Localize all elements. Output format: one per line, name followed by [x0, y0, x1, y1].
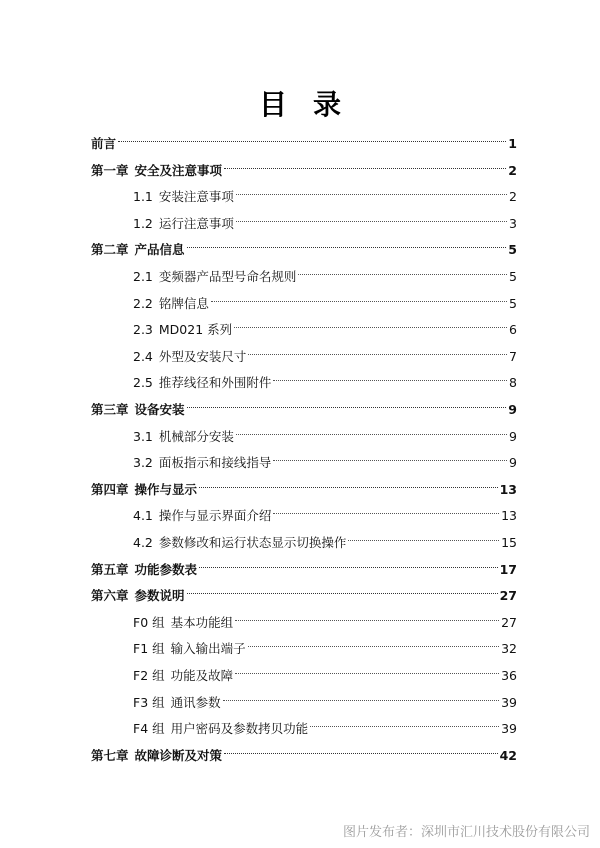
toc-entry-page: 1: [508, 136, 517, 151]
toc-entry-label: [133, 347, 248, 367]
toc-entry-title: 通讯参数: [170, 694, 221, 710]
toc-entry-label: [133, 294, 211, 314]
toc-entry-page: 27: [499, 588, 517, 604]
toc-entry-page: 5: [509, 269, 517, 284]
toc-entry-label: [91, 560, 199, 580]
toc-entry-label: [133, 639, 248, 659]
toc-entry[interactable]: [133, 180, 517, 205]
toc-entry-title: 机械部分安装: [158, 428, 234, 444]
toc-entry-number: 2.4: [133, 348, 153, 364]
toc-entry-title: 推荐线径和外围附件: [158, 375, 272, 391]
toc-entry-label: [91, 161, 224, 181]
toc-entry-number: 第五章: [91, 561, 129, 577]
toc-entry-title: 铭牌信息: [158, 295, 209, 311]
toc-dot-leader: [118, 121, 506, 142]
toc-dot-leader: [235, 653, 499, 674]
toc-entry[interactable]: [133, 260, 517, 284]
toc-entry[interactable]: [133, 313, 517, 338]
toc-entry[interactable]: [133, 712, 517, 737]
toc-dot-leader: [273, 440, 507, 461]
toc-entry-title: 输入输出端子: [170, 641, 246, 657]
toc-dot-leader: [211, 281, 507, 302]
toc-dot-leader: [187, 227, 507, 248]
toc-entry-label: [133, 613, 235, 633]
toc-entry-page: 36: [501, 668, 517, 683]
toc-dot-leader: [187, 573, 498, 594]
toc-dot-leader: [298, 254, 507, 275]
toc-entry-number: F3 组: [133, 694, 165, 710]
toc-dot-leader: [199, 467, 498, 488]
toc-dot-leader: [234, 307, 507, 328]
toc-entry-label: [133, 693, 223, 713]
toc-entry[interactable]: [91, 579, 517, 604]
toc-entry-label: [133, 666, 235, 686]
toc-entry[interactable]: [91, 739, 517, 763]
toc-entry[interactable]: [91, 233, 517, 258]
toc-entry-page: 13: [501, 508, 517, 524]
toc-entry-title: 变频器产品型号命名规则: [158, 269, 297, 284]
toc-entry-page: 7: [509, 348, 517, 364]
toc-entry-label: [133, 427, 236, 447]
toc-entry[interactable]: [91, 553, 517, 577]
toc-entry-page: 13: [499, 481, 517, 497]
toc-entry-title: 运行注意事项: [158, 215, 234, 231]
toc-entry-title: 安装注意事项: [158, 189, 234, 205]
toc-dot-leader: [223, 680, 499, 701]
toc-entry[interactable]: [133, 446, 517, 471]
toc-entry-title: 用户密码及参数拷贝功能: [170, 721, 309, 737]
toc-entry-number: 第三章: [91, 402, 129, 417]
toc-entry-title: MD021 系列: [158, 322, 233, 338]
toc-entry-title: 操作与显示: [134, 481, 198, 497]
toc-entry-title: 参数说明: [134, 588, 185, 604]
toc-entry-page: 27: [501, 614, 517, 630]
toc-entry-page: 39: [501, 721, 517, 737]
toc-entry-number: 3.2: [133, 455, 153, 471]
toc-entry[interactable]: [91, 393, 517, 417]
toc-dot-leader: [187, 387, 507, 408]
toc-entry-page: 6: [509, 322, 517, 338]
toc-entry-page: 3: [509, 215, 517, 231]
toc-entry-number: 4.2: [133, 535, 153, 550]
toc-dot-leader: [273, 493, 499, 514]
toc-entry-title: 功能及故障: [170, 668, 234, 683]
toc-entry-number: F0 组: [133, 614, 165, 630]
toc-dot-leader: [248, 334, 507, 355]
toc-entry-title: 故障诊断及对策: [134, 747, 223, 763]
toc-entry-page: 9: [508, 402, 517, 417]
toc-entry-number: 第六章: [91, 588, 129, 604]
toc-entry-number: 第四章: [91, 481, 129, 497]
toc-entry-page: 8: [509, 375, 517, 391]
toc-entry-page: 42: [499, 747, 517, 763]
toc-entry-title: 设备安装: [134, 402, 185, 417]
toc-entry-number: 2.1: [133, 269, 153, 284]
toc-dot-leader: [236, 201, 507, 222]
toc-entry[interactable]: [133, 659, 517, 683]
toc-entry[interactable]: [133, 606, 517, 630]
toc-entry[interactable]: [133, 686, 517, 710]
toc-entry-label: [91, 400, 187, 420]
toc-entry-title: 操作与显示界面介绍: [158, 508, 272, 524]
toc-entry-page: 17: [499, 561, 517, 577]
toc-entry-page: 5: [508, 242, 517, 258]
publisher-credit: 图片发布者：深圳市汇川技术股份有限公司: [342, 825, 590, 840]
toc-entry[interactable]: [133, 340, 517, 364]
toc-entry[interactable]: [91, 127, 517, 151]
toc-entry-label: [91, 746, 224, 766]
toc-entry-title: 基本功能组: [170, 614, 234, 630]
toc-entry-number: 1.2: [133, 215, 153, 231]
toc-entry-number: 第一章: [91, 162, 129, 178]
toc-entry-title: 外型及安装尺寸: [158, 348, 247, 364]
toc-entry-label: [133, 187, 236, 207]
toc-entry[interactable]: [91, 154, 517, 178]
toc-entry-number: 2.2: [133, 295, 153, 311]
toc-entry-label: [91, 586, 187, 606]
toc-entry-page: 5: [509, 295, 517, 311]
toc-entry-page: 2: [508, 162, 517, 178]
toc-entry[interactable]: [133, 632, 517, 657]
toc-entry-title: 参数修改和运行状态显示切换操作: [158, 535, 347, 550]
toc-entry-title: 功能参数表: [134, 561, 198, 577]
toc-entry-page: 9: [509, 428, 517, 444]
toc-entry-title: 产品信息: [134, 242, 185, 258]
toc-dot-leader: [199, 547, 498, 568]
toc-dot-leader: [310, 706, 499, 727]
toc-entry-number: F1 组: [133, 641, 165, 657]
toc-entry-number: 4.1: [133, 508, 153, 524]
toc-dot-leader: [235, 600, 499, 621]
toc-dot-leader: [248, 626, 499, 647]
toc-entry-number: 1.1: [133, 189, 153, 205]
toc-entry-label: [91, 134, 118, 154]
toc-entry[interactable]: [91, 473, 517, 497]
page-title: 目录: [258, 88, 367, 121]
toc-entry-number: 第七章: [91, 747, 129, 763]
toc-entry-number: 3.1: [133, 428, 153, 444]
toc-entry[interactable]: [133, 526, 517, 550]
toc-dot-leader: [224, 148, 506, 169]
toc-dot-leader: [273, 360, 507, 381]
toc-entry[interactable]: [133, 207, 517, 231]
toc-entry-number: F2 组: [133, 668, 165, 683]
toc-entry-page: 15: [501, 535, 517, 550]
toc-entry-number: 2.3: [133, 322, 153, 338]
toc-entry-page: 9: [509, 455, 517, 471]
toc-entry-page: 32: [501, 641, 517, 657]
toc-entry[interactable]: [133, 366, 517, 391]
toc-dot-leader: [224, 733, 498, 754]
toc-entry-number: 第二章: [91, 242, 129, 258]
toc-entry-label: [91, 480, 199, 500]
toc-dot-leader: [348, 520, 499, 541]
toc-dot-leader: [236, 414, 507, 435]
toc-entry-page: 2: [509, 189, 517, 205]
toc-entry-title: 面板指示和接线指导: [158, 455, 272, 471]
toc-entry-number: F4 组: [133, 721, 165, 737]
toc-entry[interactable]: [133, 499, 517, 524]
toc-entry-number: 2.5: [133, 375, 153, 391]
toc-entry-title: 前言: [91, 136, 117, 151]
toc-entry[interactable]: [133, 287, 517, 311]
toc-entry-label: [133, 320, 234, 340]
toc-dot-leader: [236, 174, 507, 195]
toc-entry-page: 39: [501, 694, 517, 710]
toc-entry-title: 安全及注意事项: [134, 162, 223, 178]
toc-entry[interactable]: [133, 420, 517, 444]
toc-entry-label: [133, 506, 273, 526]
toc-entry-label: [91, 240, 187, 260]
